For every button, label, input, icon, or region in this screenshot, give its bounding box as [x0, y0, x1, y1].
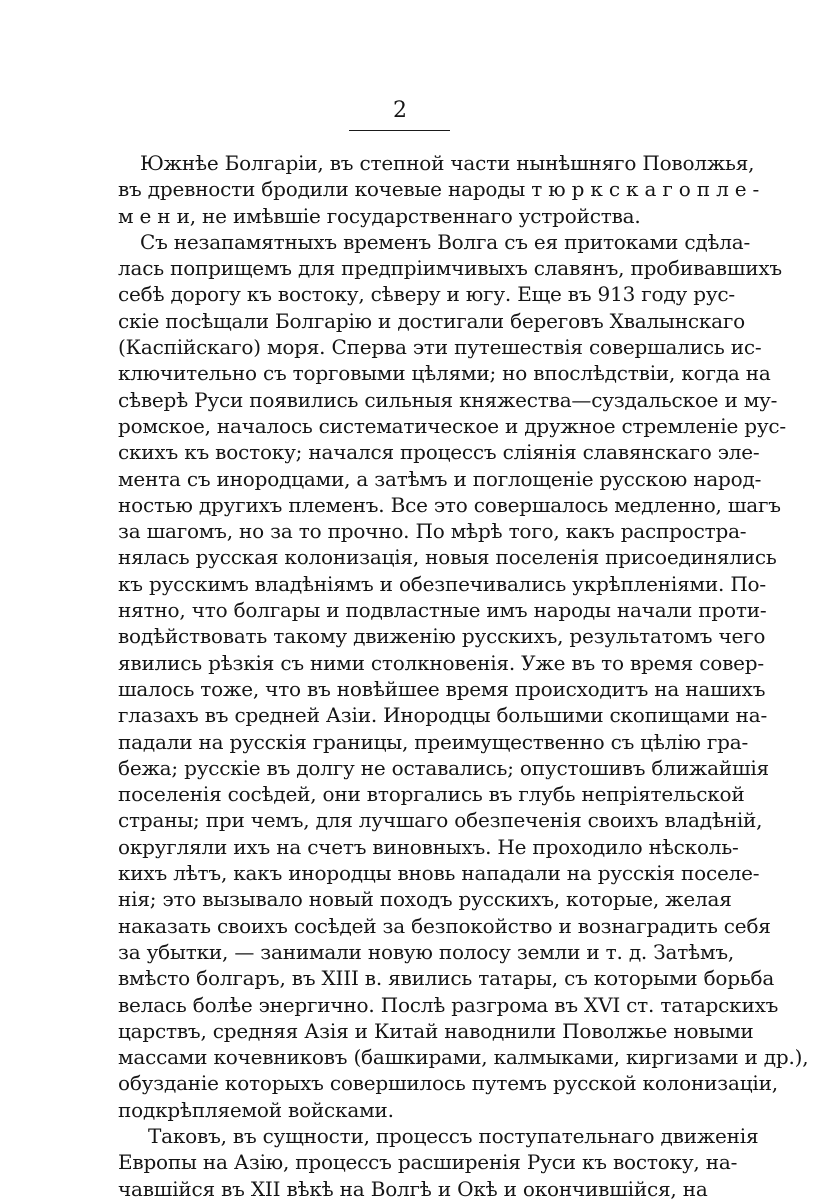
header-rule: [349, 130, 450, 131]
text-line: водѣйствовать такому движенію русскихъ, результатомъ чего: [118, 624, 766, 649]
text-line: лась поприщемъ для предпріимчивыхъ славянъ, пробивавшихъ: [118, 256, 782, 281]
text-line: наказать своихъ сосѣдей за безпокойство и вознаградить себя: [118, 913, 771, 938]
text-line: себѣ дорогу къ востоку, сѣверу и югу. Еще въ 913 году рус-: [118, 282, 735, 307]
text-line: чавшійся въ XII вѣкѣ на Волгѣ и Окѣ и окончившійся, на: [118, 1176, 708, 1201]
text-line: къ русскимъ владѣніямъ и обезпечивались укрѣпленіями. По-: [118, 571, 766, 596]
text-line: Европы на Азію, процессъ расширенія Руси къ востоку, на-: [118, 1150, 738, 1175]
text-line: Съ незапамятныхъ временъ Волга съ ея притоками сдѣла-: [140, 229, 751, 254]
text-line: обузданіе которыхъ совершилось путемъ русской колонизаціи,: [118, 1071, 778, 1096]
text-line: м е н и, не имѣвшіе государственнаго устройства.: [118, 203, 641, 228]
page-number: 2: [393, 98, 407, 123]
text-line: за убытки, — занимали новую полосу земли и т. д. Затѣмъ,: [118, 939, 734, 964]
text-line: поселенія сосѣдей, они вторгались въ глубь непріятельской: [118, 782, 745, 807]
text-line: нятно, что болгары и подвластные имъ народы начали проти-: [118, 598, 767, 623]
text-line: царствъ, средняя Азія и Китай наводнили Поволжье новыми: [118, 1018, 754, 1043]
text-line: (Каспійскаго) моря. Сперва эти путешествія совершались ис-: [118, 335, 762, 360]
text-line: кихъ лѣтъ, какъ инородцы вновь нападали на русскія поселе-: [118, 861, 760, 886]
text-line: глазахъ въ средней Азіи. Инородцы большими скопищами на-: [118, 703, 768, 728]
text-line: за шагомъ, но за то прочно. По мѣрѣ того, какъ распростра-: [118, 519, 747, 544]
text-line: явились рѣзкія съ ними столкновенія. Уже въ то время совер-: [118, 650, 764, 675]
text-line: ключительно съ торговыми цѣлями; но впослѣдствіи, когда на: [118, 361, 771, 386]
text-line: Южнѣе Болгаріи, въ степной части нынѣшняго Поволжья,: [140, 151, 755, 175]
text-line: въ древности бродили кочевые народы т ю р к с к а г о п л е -: [118, 177, 760, 202]
text-line: скіе посѣщали Болгарію и достигали береговъ Хвалынскаго: [118, 308, 745, 333]
text-line: вмѣсто болгаръ, въ XIII в. явились татары, съ которыми борьба: [118, 966, 775, 991]
text-line: велась болѣе энергично. Послѣ разгрома въ XVI ст. татарскихъ: [118, 992, 779, 1017]
text-line: страны; при чемъ, для лучшаго обезпеченія своихъ владѣній,: [118, 808, 763, 833]
text-line: подкрѣпляемой войсками.: [118, 1097, 394, 1122]
text-line: округляли ихъ на счетъ виновныхъ. Не проходило нѣсколь-: [118, 834, 739, 859]
text-line: падали на русскія границы, преимущественно съ цѣлію гра-: [118, 729, 749, 754]
text-line: массами кочевниковъ (башкирами, калмыками, киргизами и др.),: [118, 1045, 809, 1070]
text-line: бежа; русскіе въ долгу не оставались; опустошивъ ближайшія: [118, 755, 769, 780]
text-line: Таковъ, въ сущности, процессъ поступательнаго движенія: [148, 1123, 759, 1148]
text-line: шалось тоже, что въ новѣйшее время происходитъ на нашихъ: [118, 676, 766, 701]
text-line: сѣверѣ Руси появились сильныя княжества—суздальское и му-: [118, 387, 778, 412]
text-line: скихъ къ востоку; начался процессъ сліянія славянскаго эле-: [118, 440, 760, 465]
text-line: нія; это вызывало новый походъ русскихъ, которые, желая: [118, 887, 732, 912]
text-line: ромское, началось систематическое и дружное стремленіе рус-: [118, 413, 786, 438]
text-line: ностью другихъ племенъ. Все это совершалось медленно, шагъ: [118, 492, 781, 517]
text-line: нялась русская колонизація, новыя поселенія присоединялись: [118, 545, 777, 570]
body-text: [118, 150, 809, 1202]
text-line: мента съ инородцами, а затѣмъ и поглощеніе русскою народ-: [118, 466, 762, 491]
